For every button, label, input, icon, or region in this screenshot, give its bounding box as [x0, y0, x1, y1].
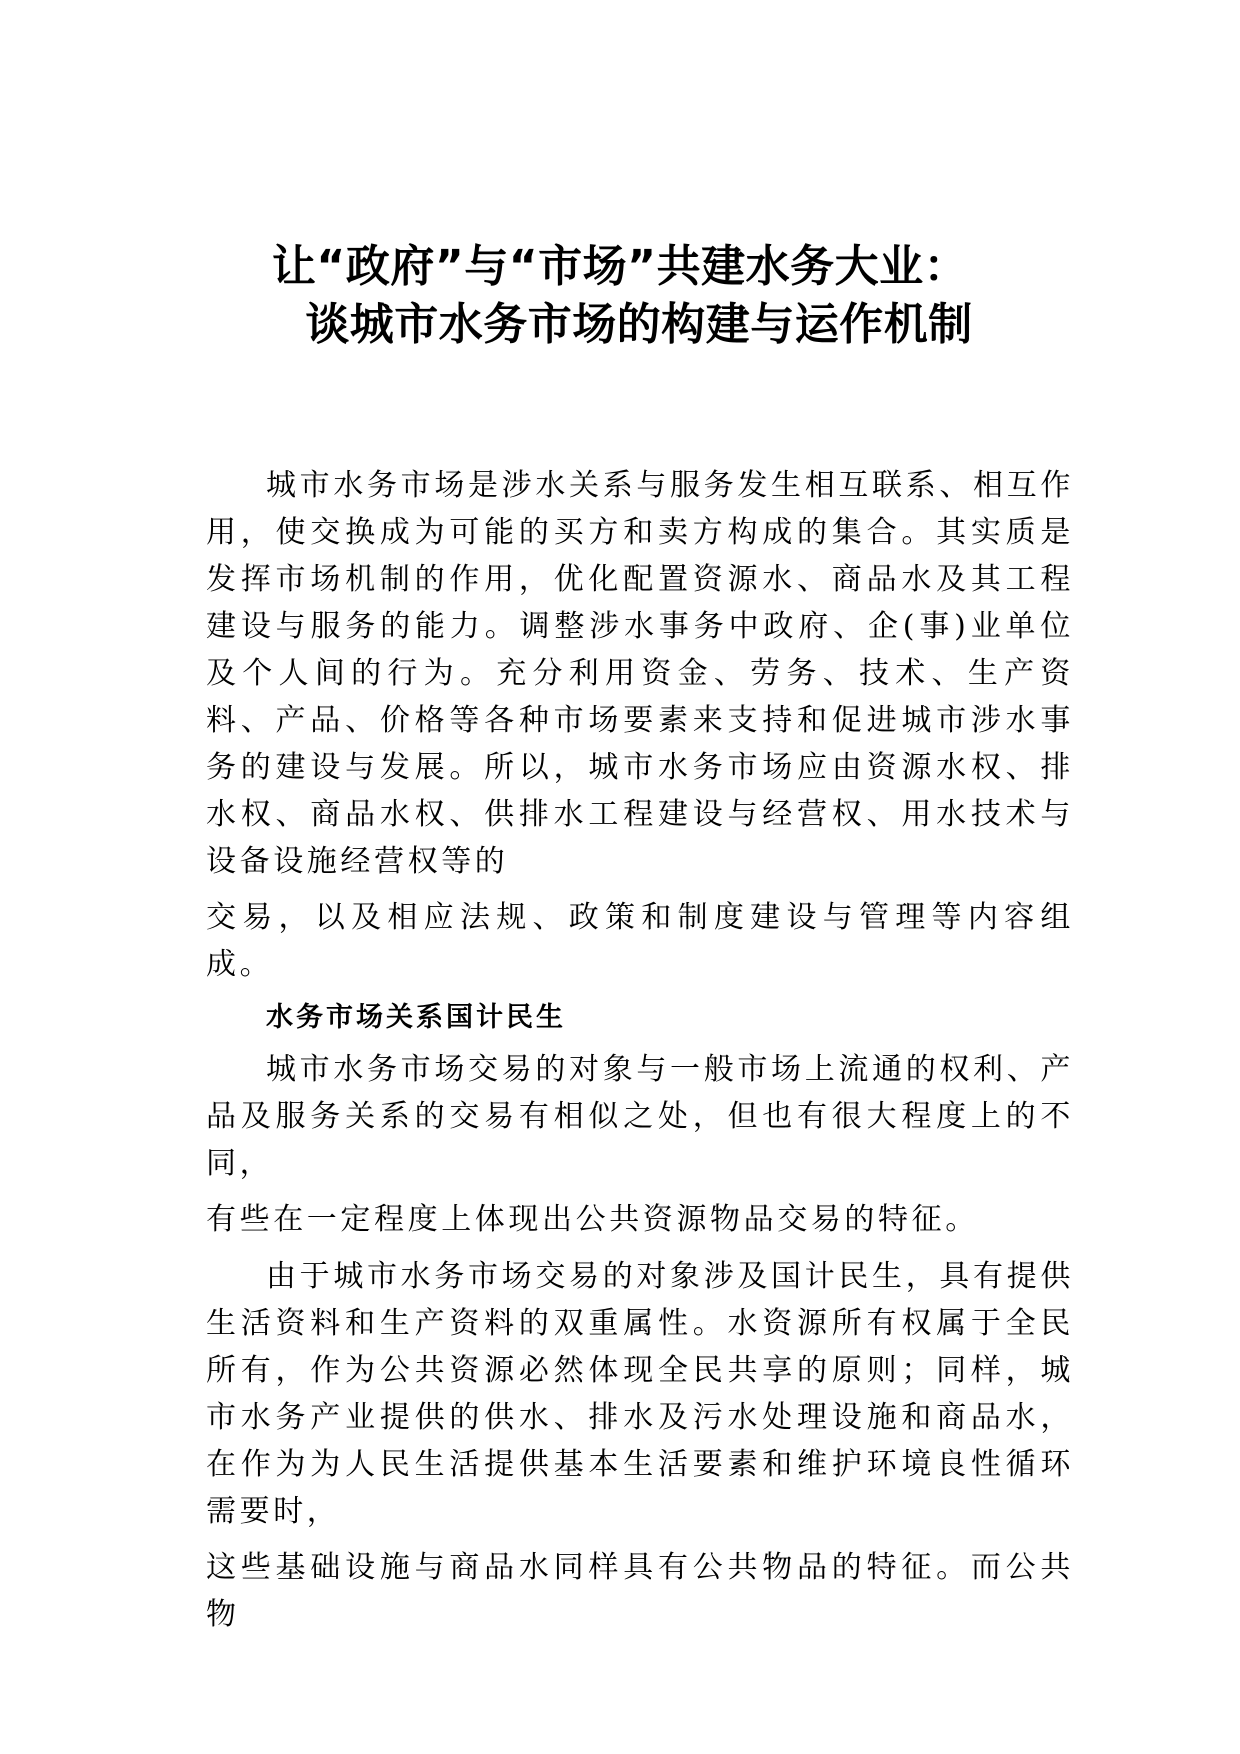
paragraph-last-line: 交易，以及相应法规、政策和制度建设与管理等内容组成。 — [206, 900, 1074, 982]
paragraph-gap — [206, 1243, 1074, 1253]
document-title — [0, 238, 1240, 354]
title-line-2: 谈城市水务市场的构建与运作机制 — [305, 299, 973, 350]
paragraph-last-line: 有些在一定程度上体现出公共资源物品交易的特征。 — [206, 1202, 979, 1237]
section-heading: 水务市场关系国计民生 — [266, 1002, 566, 1033]
paragraph-section-2 — [206, 1253, 1074, 1638]
paragraph-text: 城市水务市场是涉水关系与服务发生相互联系、相互作用，使交换成为可能的买方和卖方构成的集合。其实质是发挥市场机制的作用，优化配置资源水、商品水及其工程建设与服务的能力。调整涉水事务中政府、企(事)业单位及个人间的行为。充分利用资金、劳务、技术、生产资料、产品、价格等各种市场要素来支持和促进城市涉水事务的建设与发展。所以，城市水务市场应由资源水权、排水权、商品水权、供排水工程建设与经营权、用水技术与设备设施经营权等的 — [206, 468, 1074, 879]
paragraph-text: 城市水务市场交易的对象与一般市场上流通的权利、产品及服务关系的交易有相似之处，但也有很大程度上的不同， — [206, 1052, 1074, 1181]
paragraph-intro — [206, 462, 1074, 988]
paragraph-text: 由于城市水务市场交易的对象涉及国计民生，具有提供生活资料和生产资料的双重属性。水资源所有权属于全民所有，作为公共资源必然体现全民共享的原则；同样，城市水务产业提供的供水、排水及污水处理设施和商品水，在作为为人民生活提供基本生活要素和维护环境良性循环需要时， — [206, 1259, 1074, 1529]
title-line-1: 让“政府”与“市场”共建水务大业： — [271, 241, 969, 292]
paragraph-section-1 — [206, 1046, 1074, 1243]
paragraph-last-line: 这些基础设施与商品水同样具有公共物品的特征。而公共物 — [206, 1550, 1074, 1632]
article-body — [206, 462, 1074, 1638]
